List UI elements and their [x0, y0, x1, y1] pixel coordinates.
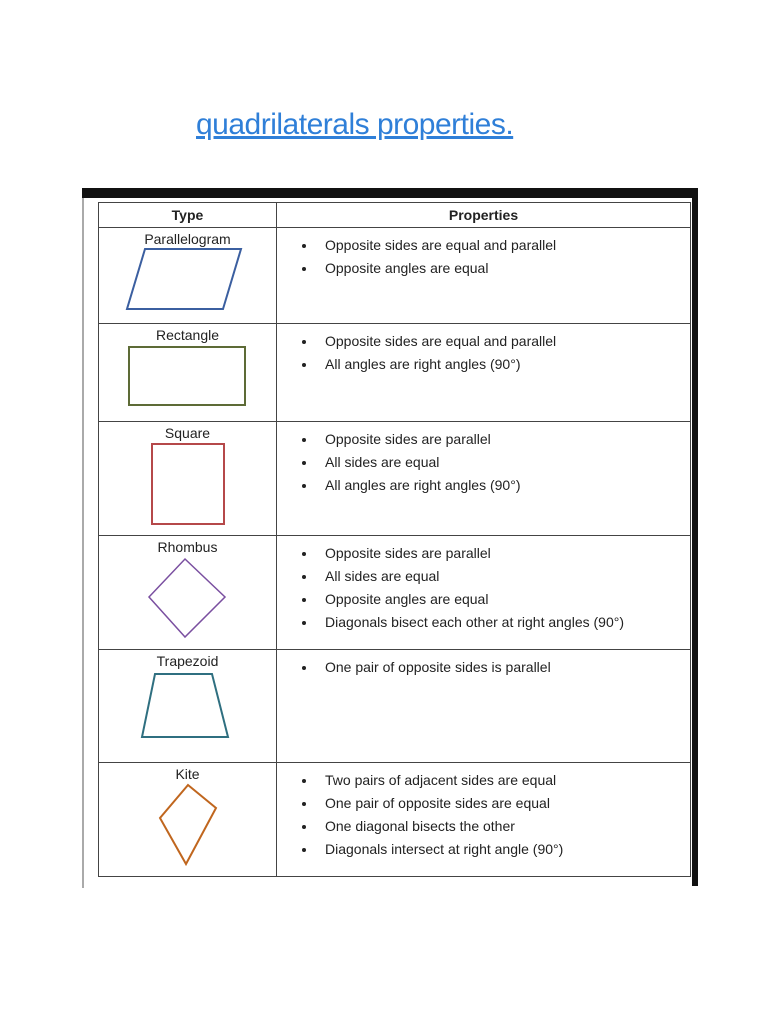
list-item: • One diagonal bisects the other [317, 815, 690, 838]
properties-cell [277, 422, 691, 536]
properties-cell [277, 763, 691, 877]
type-name: Kite [175, 766, 200, 782]
list-item: • All angles are right angles (90°) [317, 353, 690, 376]
table-row-parallelogram [99, 228, 691, 324]
properties-cell [277, 650, 691, 763]
type-name: Trapezoid [156, 653, 219, 669]
table-row-trapezoid [99, 650, 691, 763]
type-cell [99, 324, 277, 422]
square-icon [148, 441, 228, 527]
shape-outline [142, 674, 228, 737]
kite-icon [155, 782, 221, 868]
type-name: Parallelogram [144, 231, 231, 247]
list-item: • Opposite sides are equal and parallel [317, 234, 690, 257]
top-border-bar [82, 188, 698, 198]
table-row-rectangle [99, 324, 691, 422]
list-item: • All sides are equal [317, 451, 690, 474]
list-item: • Opposite angles are equal [317, 588, 690, 611]
list-item: • Two pairs of adjacent sides are equal [317, 769, 690, 792]
properties-cell [277, 228, 691, 324]
trapezoid-icon [140, 669, 236, 741]
list-item: • Opposite sides are parallel [317, 428, 690, 451]
properties-cell [277, 536, 691, 650]
quadrilaterals-table [98, 202, 691, 877]
table-row-square [99, 422, 691, 536]
table-row-kite [99, 763, 691, 877]
right-border-bar [692, 188, 698, 886]
type-name: Rectangle [155, 327, 220, 343]
list-item: • Diagonals intersect at right angle (90°) [317, 838, 690, 861]
shape-outline [149, 559, 225, 637]
rectangle-icon [126, 343, 250, 409]
list-item: • All angles are right angles (90°) [317, 474, 690, 497]
list-item: • Diagonals bisect each other at right angles (90°) [317, 611, 690, 634]
shape-outline [160, 785, 216, 864]
list-item: • All sides are equal [317, 565, 690, 588]
parallelogram-icon [123, 247, 253, 313]
header-properties: Properties [277, 203, 691, 228]
list-item: • One pair of opposite sides is parallel [317, 656, 690, 679]
list-item: • Opposite angles are equal [317, 257, 690, 280]
type-cell [99, 536, 277, 650]
type-name: Rhombus [157, 539, 218, 555]
table-header-row [99, 203, 691, 228]
type-cell [99, 422, 277, 536]
list-item: • Opposite sides are parallel [317, 542, 690, 565]
left-border-line [82, 198, 84, 888]
type-cell [99, 650, 277, 763]
rhombus-icon [145, 555, 231, 641]
shape-outline [129, 347, 245, 405]
shape-outline [127, 249, 241, 309]
type-cell [99, 763, 277, 877]
list-item: • Opposite sides are equal and parallel [317, 330, 690, 353]
properties-cell [277, 324, 691, 422]
page-title[interactable]: quadrilaterals properties. [196, 108, 514, 141]
header-type: Type [99, 203, 277, 228]
list-item: • One pair of opposite sides are equal [317, 792, 690, 815]
table-row-rhombus [99, 536, 691, 650]
shape-outline [152, 444, 224, 524]
type-name: Square [164, 425, 211, 441]
type-cell [99, 228, 277, 324]
